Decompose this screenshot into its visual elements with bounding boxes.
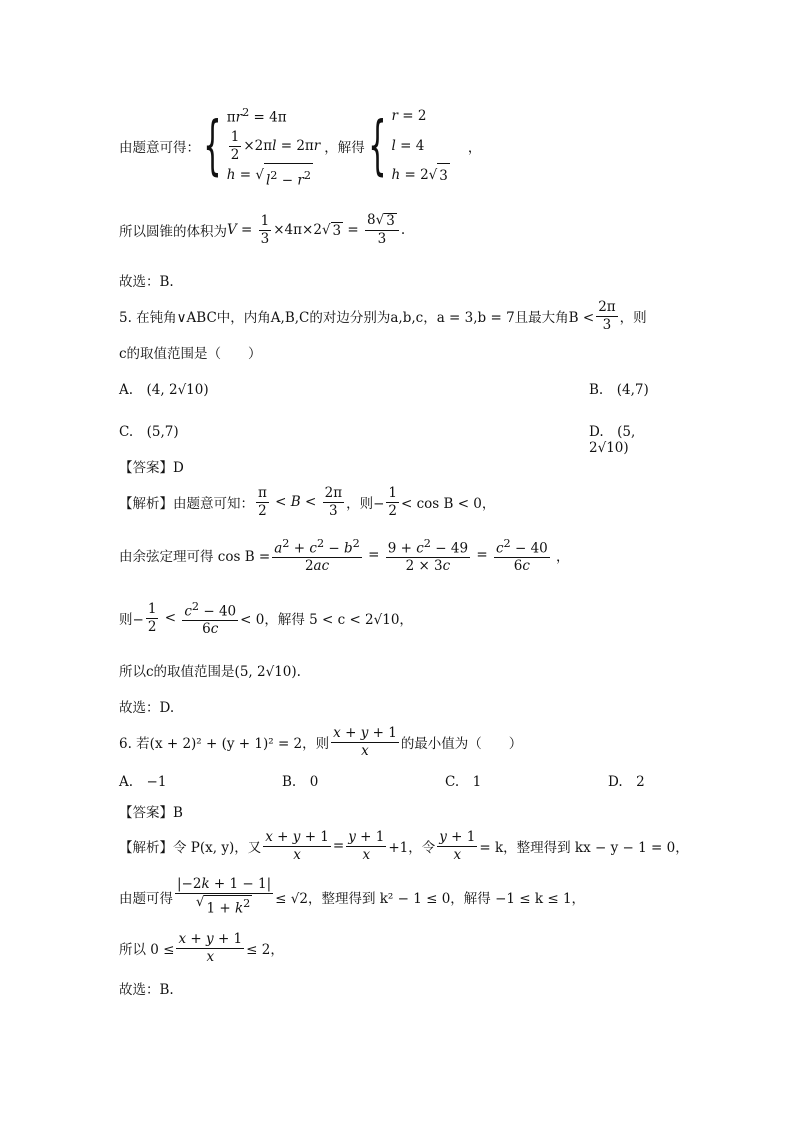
q6-option-b: B. 0 (282, 774, 319, 790)
comma: ， (467, 140, 482, 156)
q6-analysis-3-prefix: 所以 0 ≤ (119, 942, 175, 958)
solution-prefix: 由题意可得： (119, 140, 200, 156)
q5-options-ab (119, 378, 679, 398)
q6-stem-end: 的最小值为（ ） (400, 736, 523, 752)
q5-answer: 【答案】D (119, 460, 184, 476)
q5-stem-2: c的取值范围是（ ） (119, 346, 262, 362)
q6-analysis-2-prefix: 由题可得 (119, 891, 173, 907)
solution-system-line (119, 98, 481, 194)
q6-option-a: A. −1 (119, 774, 167, 790)
q6-stem-prefix: 6. 若(x + 2)² + (y + 1)² = 2，则 (119, 736, 330, 752)
q5-analysis-2-prefix: 由余弦定理可得 cos B = (119, 549, 271, 565)
q6-analysis-2: 由题可得 |−2k + 1 − 1| √ $1 + k^2$ ≤ √2，整理得到 k² − 1 ≤ 0，解得 −1 ≤ k ≤ 1， (119, 876, 586, 917)
equation-system-2: { r = 2 l = 4 h = 2√ 3 (365, 104, 450, 188)
q5-analysis-5: 故选：D. (119, 700, 175, 716)
volume-line: 所以圆锥的体积为 V = $\frac{1}{3}$ ×4 π ×2 √ 3 = 8√ 3 3 . (119, 212, 406, 247)
q6-analysis-1-end: = k，整理得到 kx − y − 1 = 0， (479, 840, 689, 856)
q6-analysis-4: 故选：B. (119, 982, 174, 998)
q6-analysis-1-prefix: 【解析】令 P(x, y)，又 (119, 840, 262, 856)
q5-stem-text: 5. 在钝角∨ABC中，内角A,B,C的对边分别为a,b,c，a = 3,b = 7且最大角B < (119, 310, 595, 326)
q5-option-b: B. (4,7) (589, 382, 649, 398)
q5-option-c: C. (5,7) (119, 424, 179, 440)
q6-option-c: C. 1 (445, 774, 482, 790)
q5-stem-end: ，则 (619, 310, 647, 326)
q5-analysis-3-prefix: 则− (119, 612, 144, 628)
q6-analysis-3: 所以 0 ≤ $\frac{x + y + 1}{x}$ ≤ 2， (119, 930, 284, 965)
q6-analysis-1: 【解析】令 P(x, y)，又 $\frac{x + y + 1}{x}$ = $\frac{y + 1}{x}$ +1，令 $\frac{y + 1}{x}$ = k，整理得到 kx − y − 1 = 0， (119, 828, 689, 863)
equation-system-1: { $\pi r^2 = 4\pi$ $\frac{1}{2}$ ×2πl = 2πr h = √ $l^2 - r^2$ (200, 101, 320, 191)
solve-text: ，解得 (324, 140, 365, 156)
q6-option-d: D. 2 (608, 774, 645, 790)
choice-line-q4: 故选：B. (119, 274, 174, 290)
q5-option-a: A. (4, 2√10) (119, 382, 209, 398)
q6-stem: 6. 若(x + 2)² + (y + 1)² = 2，则 $\frac{x + y + 1}{x}$ 的最小值为（ ） (119, 724, 523, 759)
q6-analysis-3-end: ≤ 2， (246, 942, 284, 958)
q6-options (119, 770, 679, 790)
volume-prefix: 所以圆锥的体积为 (119, 224, 227, 240)
q5-analysis-1-mid: ，则− (346, 496, 385, 512)
q5-stem: 5. 在钝角∨ABC中，内角A,B,C的对边分别为a,b,c，a = 3,b = 7且最大角B < $\frac{2\pi}{3}$ ，则 (119, 298, 647, 333)
q5-analysis-1-end: < cos B < 0， (400, 496, 496, 512)
q5-analysis-3: 则− $\frac{1}{2}$ < $\frac{c^2 - 40}{6c}$ < 0，解得 5 < c < 2√10， (119, 599, 413, 638)
q5-options-cd (119, 420, 679, 456)
q5-analysis-3-end: < 0，解得 5 < c < 2√10， (240, 612, 413, 628)
q6-analysis-2-end: ≤ √2，整理得到 k² − 1 ≤ 0，解得 −1 ≤ k ≤ 1， (275, 891, 586, 907)
q6-analysis-1-mid: +1，令 (388, 840, 436, 856)
q5-analysis-2: 由余弦定理可得 cos B = $\frac{a^2 + c^2 - b^2}{2ac}$ = $\frac{9 + c^2 - 49}{2 \times 3c}$ = $\frac{c^2 - 40}{6c}$ ， (119, 536, 570, 575)
q5-analysis-1: 【解析】由题意可知： $\frac{\pi}{2}$ < B < $\frac{2\pi}{3}$ ，则− $\frac{1}{2}$ < cos B < 0， (119, 484, 496, 519)
q5-analysis-1-prefix: 【解析】由题意可知： (119, 496, 254, 512)
q5-option-d: D. (5, 2√10) (589, 424, 636, 456)
q6-answer: 【答案】B (119, 805, 183, 821)
q5-analysis-4: 所以c的取值范围是(5, 2√10). (119, 664, 301, 680)
